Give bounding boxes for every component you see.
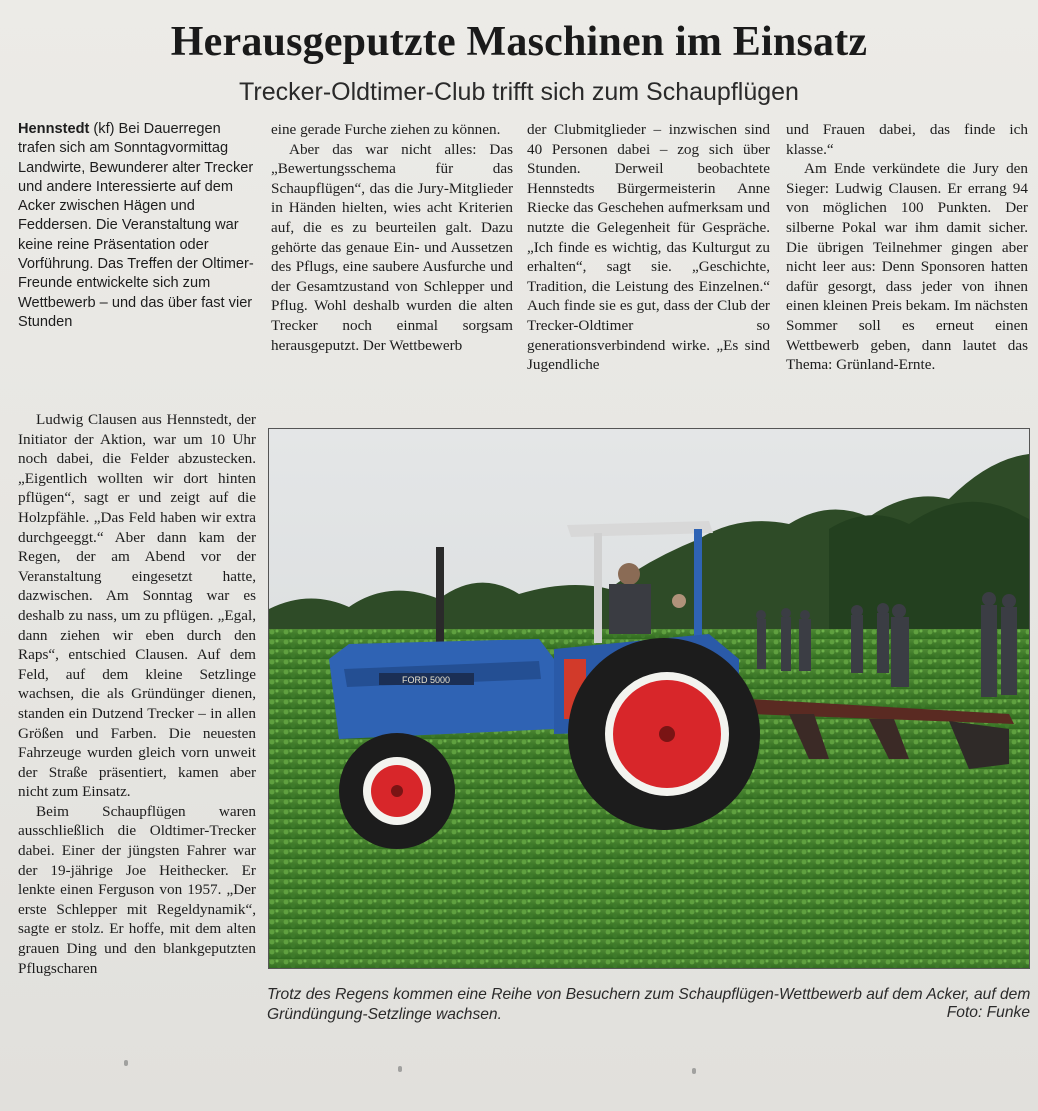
article-column-3: [527, 120, 770, 375]
article-column-2: [271, 120, 513, 355]
body-paragraph: Am Ende verkündete die Jury den Sieger: Ludwig Clausen. Er errang 94 von möglichen 100 Punkten. Der silberne Pokal war ihm damit sicher. Die übrigen Teilnehmer gingen aber nicht leer aus: Denn Sponsoren hatten dafür gesorgt, dass jeder von ihnen einen kleinen Preis bekam. Im nächsten Sommer soll es erneut einen Wettbewerb geben, dann lautet das Thema: Grünland-Ernte.: [786, 160, 1028, 374]
dateline: Hennstedt: [18, 121, 90, 137]
article-column-1: [18, 410, 256, 978]
tractor-photo: [268, 428, 1030, 969]
paper-speck: [692, 1068, 696, 1074]
subheadline: Trecker-Oldtimer-Club trifft sich zum Schaupflügen: [239, 78, 799, 106]
article-column-4: [786, 120, 1028, 375]
body-paragraph: Beim Schaupflügen waren ausschließlich die Oldtimer-Trecker dabei. Einer der jüngsten Fahrer war der 19-jährige Joe Heithecker. Er lenkte einen Ferguson von 1957. „Der erste Schlepper mit Regeldynamik“, sagte er stolz. Er hoffe, mit dem alten grauen Ding und den blankgeputzten Pflugscharen: [18, 802, 256, 977]
headline: Herausgeputzte Maschinen im Einsatz: [170, 19, 868, 65]
body-paragraph: eine gerade Furche ziehen zu können.: [271, 121, 501, 138]
lead-text: (kf) Bei Dauerregen trafen sich am Sonntagvormittag Landwirte, Bewunderer alter Trecker und andere Interessierte auf dem Acker zwischen Hägen und Feddersen. Die Veranstaltung war keine reine Präsentation oder Vorführung. Das Treffen der Oltimer-Freunde entwickelte sich zum Wettbewerb – und das über fast vier Stunden: [18, 121, 254, 330]
paper-speck: [398, 1066, 402, 1072]
model-badge-text: FORD 5000: [401, 675, 451, 685]
body-paragraph: Aber das war nicht alles: Das „Bewertungsschema für das Schaupflügen“, das die Jury-Mitglieder in Händen hielten, wies acht Kriterien auf, die es zu beurteilen galt. Dazu gehörte das genaue Ein- und Aussetzen des Pflugs, eine saubere Ausfurche und der Gesamtzustand von Schlepper und Pflug. Wohl deshalb wurden die alten Trecker noch einmal sorgsam herausgeputzt. Der Wettbewerb: [271, 140, 513, 354]
photo-credit: Foto: Funke: [946, 1004, 1030, 1021]
paper-speck: [124, 1060, 128, 1066]
body-paragraph: Ludwig Clausen aus Hennstedt, der Initiator der Aktion, war um 10 Uhr noch dabei, die Felder abzustecken. „Eigentlich wollten wir dort hinten pflügen“, sagt er und zeigt auf die Holzpfähle. „Das Feld haben wir extra durchgeeggt.“ Aber dann kam der Regen, der am Abend vor der Veranstaltung eingesetzt hatte, dazwischen. Am Sonntag war es deshalb zu nass, um zu pflügen. „Egal, dann ziehen wir eben durch den Raps“, entschied Clausen. Auf dem Feld, auf dem kleine Setzlinge wachsen, die als Gründünger dienen, standen ein Dutzend Trecker – in allen Größen und Farben. Die neuesten Fahrzeuge wurden gleich vorn unweit der Straße präsentiert, kamen aber nicht zum Einsatz.: [18, 411, 256, 801]
photo-caption: Trotz des Regens kommen eine Reihe von Besuchern zum Schaupflügen-Wettbewerb auf dem Acker, auf dem Gründüngung-Setzlinge wachsen.: [267, 986, 1031, 1023]
photo-illustration: [269, 429, 1029, 968]
body-paragraph: und Frauen dabei, das finde ich klasse.“: [786, 121, 1028, 158]
lead-paragraph: [18, 120, 256, 332]
body-paragraph: der Clubmitglieder – inzwischen sind 40 Personen dabei – zog sich über Stunden. Derweil beobachtete Hennstedts Bürgermeisterin Anne Riecke das Geschehen aufmerksam und nutzte die Gelegenheit für Gespräche. „Ich finde es wichtig, das Kulturgut zu erhalten“, sagt sie. „Geschichte, Tradition, die Leistung des Einzelnen.“ Auch finde sie es gut, dass der Club der Trecker-Oldtimer so generationsverbindend wirke. „Es sind Jugendliche: [527, 121, 770, 374]
